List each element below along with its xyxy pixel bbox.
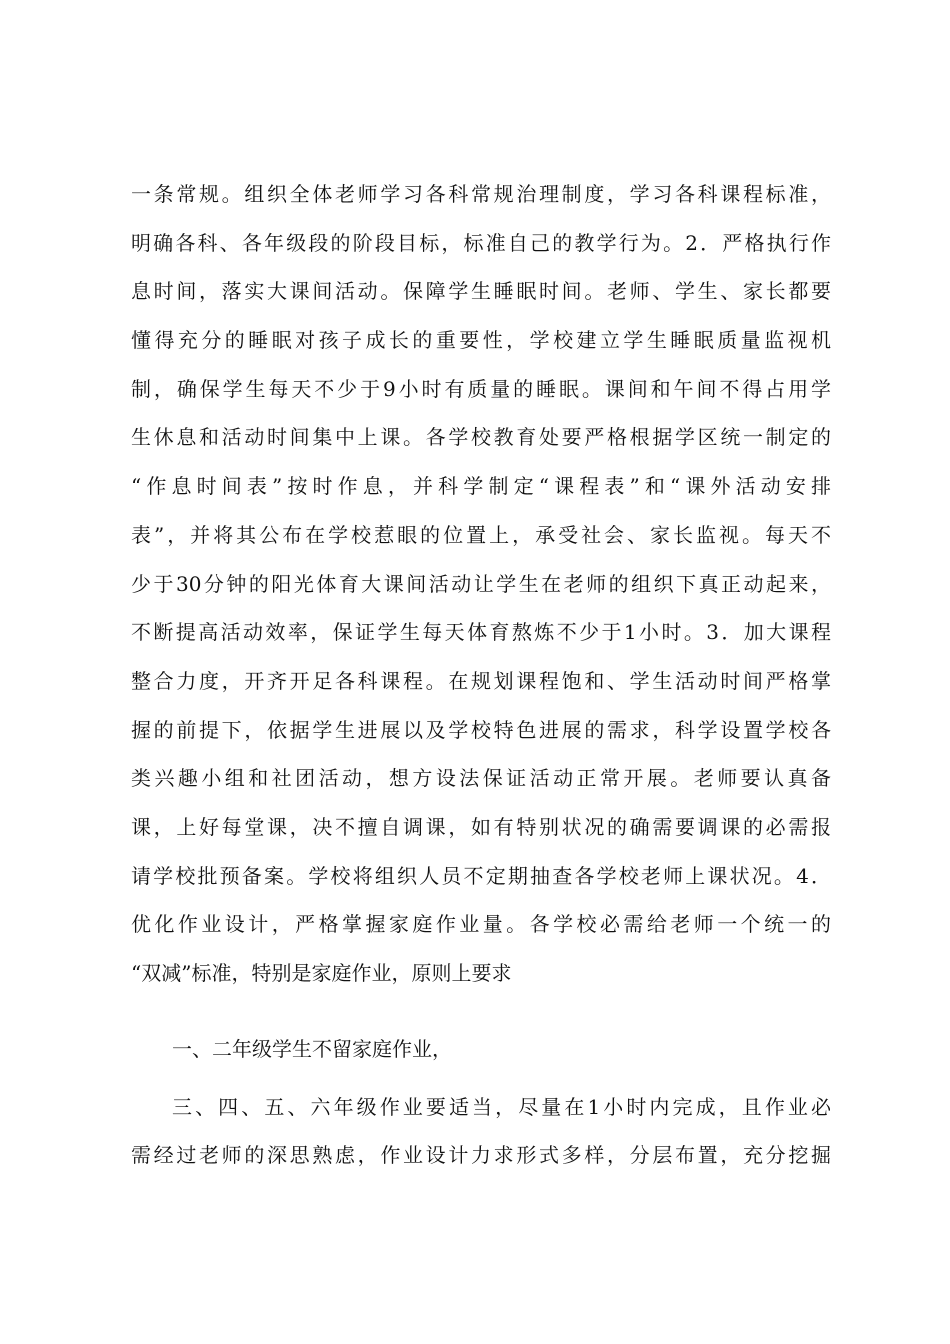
text-line: 表”，并将其公布在学校惹眼的位置上，承受社会、家长监视。每天不 — [131, 522, 831, 547]
text-line: 一条常规。组织全体老师学习各科常规治理制度，学习各科课程标准， — [131, 182, 831, 206]
text-line: 整合力度，开齐开足各科课程。在规划课程饱和、学生活动时间严格掌 — [131, 668, 831, 693]
text-line: “双减”标准，特别是家庭作业，原则上要求 — [131, 961, 512, 985]
paragraph-2: 一、二年级学生不留家庭作业， — [172, 1037, 452, 1061]
text-line: 懂得充分的睡眠对孩子成长的重要性，学校建立学生睡眠质量监视机 — [131, 328, 831, 353]
paragraph-3-line: 三、四、五、六年级作业要适当，尽量在1小时内完成，且作业必 — [172, 1095, 831, 1119]
text-line: 优化作业设计，严格掌握家庭作业量。各学校必需给老师一个统一的 — [131, 912, 831, 937]
text-line: 息时间，落实大课间活动。保障学生睡眠时间。老师、学生、家长都要 — [131, 279, 831, 304]
paragraph-1 — [131, 178, 831, 1006]
text-line: 生休息和活动时间集中上课。各学校教育处要严格根据学区统一制定的 — [131, 425, 831, 450]
text-line: 类兴趣小组和社团活动，想方设法保证活动正常开展。老师要认真备 — [131, 766, 831, 791]
paragraph-3-line: 需经过老师的深思熟虑，作业设计力求形式多样，分层布置，充分挖掘 — [131, 1143, 831, 1167]
text-line: 制，确保学生每天不少于9小时有质量的睡眠。课间和午间不得占用学 — [131, 376, 831, 401]
text-line: 课，上好每堂课，决不擅自调课，如有特别状况的确需要调课的必需报 — [131, 814, 831, 839]
text-line: 握的前提下，依据学生进展以及学校特色进展的需求，科学设置学校各 — [131, 717, 831, 742]
text-line: 少于30分钟的阳光体育大课间活动让学生在老师的组织下真正动起来， — [131, 571, 831, 596]
text-line: 请学校批预备案。学校将组织人员不定期抽查各学校老师上课状况。4． — [131, 863, 831, 888]
text-line: 不断提高活动效率，保证学生每天体育熬炼不少于1小时。3．加大课程 — [131, 620, 831, 645]
text-line: 明确各科、各年级段的阶段目标，标准自己的教学行为。2．严格执行作 — [131, 230, 831, 255]
text-line: “作息时间表”按时作息，并科学制定“课程表”和“课外活动安排 — [131, 474, 831, 499]
